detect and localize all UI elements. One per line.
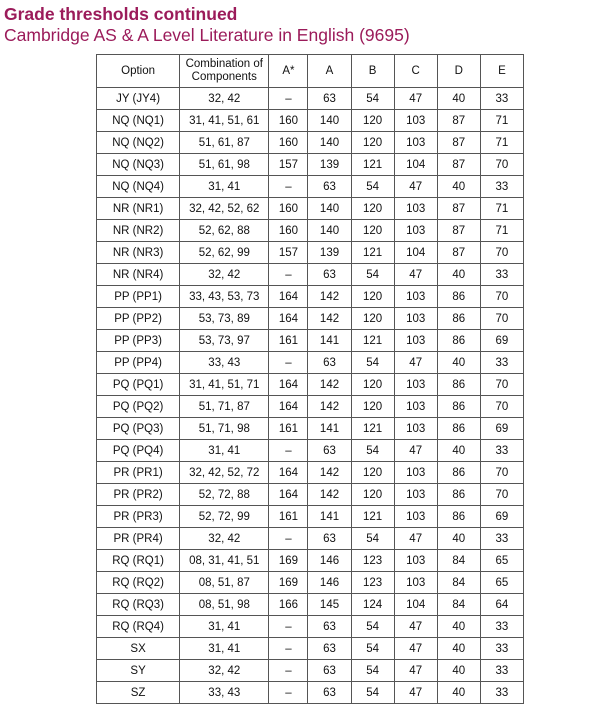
cell-a-star: – [269,616,308,638]
grade-thresholds-table [96,54,524,704]
cell-a-star: 164 [269,286,308,308]
cell-b: 54 [351,176,394,198]
column-header-b: B [351,55,394,88]
cell-a: 63 [308,682,351,704]
cell-e: 33 [480,440,523,462]
cell-combination: 52, 72, 99 [180,506,269,528]
cell-a: 140 [308,220,351,242]
cell-option: NR (NR4) [97,264,180,286]
cell-b: 120 [351,198,394,220]
cell-e: 70 [480,286,523,308]
cell-d: 87 [437,110,480,132]
table-row [97,660,524,682]
cell-d: 40 [437,352,480,374]
table-row [97,616,524,638]
cell-a: 141 [308,418,351,440]
cell-a: 142 [308,308,351,330]
cell-c: 103 [394,374,437,396]
cell-c: 103 [394,484,437,506]
cell-a: 63 [308,264,351,286]
column-header-a: A [308,55,351,88]
cell-e: 69 [480,418,523,440]
cell-e: 33 [480,528,523,550]
table-row [97,198,524,220]
cell-combination: 32, 42 [180,88,269,110]
table-row [97,264,524,286]
cell-c: 47 [394,352,437,374]
cell-b: 54 [351,264,394,286]
cell-b: 123 [351,572,394,594]
cell-combination: 53, 73, 97 [180,330,269,352]
cell-combination: 32, 42, 52, 72 [180,462,269,484]
cell-e: 33 [480,264,523,286]
cell-c: 47 [394,638,437,660]
table-row [97,594,524,616]
cell-option: PR (PR2) [97,484,180,506]
cell-e: 33 [480,176,523,198]
cell-c: 103 [394,286,437,308]
cell-combination: 32, 42 [180,528,269,550]
table-row [97,132,524,154]
table-row [97,220,524,242]
table-row [97,682,524,704]
cell-a: 63 [308,616,351,638]
cell-b: 120 [351,220,394,242]
cell-a-star: 164 [269,396,308,418]
cell-c: 103 [394,330,437,352]
table-row [97,352,524,374]
column-header-c: C [394,55,437,88]
cell-b: 120 [351,374,394,396]
cell-combination: 32, 42 [180,660,269,682]
cell-b: 54 [351,616,394,638]
cell-a-star: 161 [269,506,308,528]
cell-a-star: 164 [269,308,308,330]
cell-combination: 31, 41 [180,176,269,198]
cell-combination: 08, 31, 41, 51 [180,550,269,572]
cell-c: 47 [394,616,437,638]
cell-option: SY [97,660,180,682]
cell-a: 139 [308,242,351,264]
cell-option: NQ (NQ2) [97,132,180,154]
cell-e: 33 [480,616,523,638]
cell-e: 70 [480,308,523,330]
cell-c: 47 [394,660,437,682]
cell-e: 65 [480,550,523,572]
cell-a-star: 166 [269,594,308,616]
cell-b: 121 [351,418,394,440]
cell-a: 142 [308,374,351,396]
cell-e: 33 [480,88,523,110]
cell-a: 142 [308,286,351,308]
cell-a: 142 [308,396,351,418]
column-header-e: E [480,55,523,88]
table-row [97,110,524,132]
cell-e: 33 [480,352,523,374]
cell-a-star: 160 [269,110,308,132]
cell-e: 69 [480,506,523,528]
cell-option: PR (PR3) [97,506,180,528]
table-row [97,550,524,572]
cell-option: NR (NR3) [97,242,180,264]
cell-a-star: 161 [269,330,308,352]
cell-combination: 53, 73, 89 [180,308,269,330]
cell-a: 63 [308,638,351,660]
cell-d: 40 [437,616,480,638]
table-row [97,528,524,550]
cell-option: PP (PP1) [97,286,180,308]
table-row [97,308,524,330]
cell-b: 120 [351,396,394,418]
cell-a-star: 161 [269,418,308,440]
cell-d: 84 [437,594,480,616]
cell-d: 84 [437,550,480,572]
cell-c: 103 [394,220,437,242]
cell-option: PR (PR1) [97,462,180,484]
cell-d: 87 [437,132,480,154]
cell-option: NQ (NQ1) [97,110,180,132]
cell-option: PQ (PQ4) [97,440,180,462]
cell-d: 40 [437,176,480,198]
cell-a: 145 [308,594,351,616]
cell-d: 40 [437,528,480,550]
cell-d: 86 [437,330,480,352]
cell-e: 71 [480,198,523,220]
cell-d: 86 [437,286,480,308]
page-subtitle: Cambridge AS & A Level Literature in English (9695) [4,25,410,45]
cell-e: 71 [480,132,523,154]
cell-a-star: 160 [269,132,308,154]
table-row [97,154,524,176]
cell-option: NR (NR2) [97,220,180,242]
cell-d: 87 [437,242,480,264]
cell-option: PP (PP3) [97,330,180,352]
cell-b: 54 [351,528,394,550]
cell-combination: 32, 42 [180,264,269,286]
cell-b: 121 [351,154,394,176]
column-header-d: D [437,55,480,88]
cell-combination: 33, 43, 53, 73 [180,286,269,308]
cell-combination: 51, 71, 87 [180,396,269,418]
cell-option: PP (PP4) [97,352,180,374]
cell-c: 103 [394,572,437,594]
cell-combination: 08, 51, 98 [180,594,269,616]
cell-combination: 51, 61, 87 [180,132,269,154]
cell-a-star: – [269,660,308,682]
cell-b: 121 [351,242,394,264]
cell-c: 103 [394,198,437,220]
cell-a-star: 164 [269,374,308,396]
cell-c: 103 [394,418,437,440]
cell-a: 63 [308,660,351,682]
cell-e: 33 [480,638,523,660]
cell-a-star: 169 [269,572,308,594]
cell-a-star: – [269,352,308,374]
cell-a-star: – [269,638,308,660]
cell-e: 65 [480,572,523,594]
cell-combination: 33, 43 [180,352,269,374]
table-row [97,506,524,528]
cell-option: JY (JY4) [97,88,180,110]
cell-option: PQ (PQ3) [97,418,180,440]
table-row [97,286,524,308]
cell-a: 142 [308,484,351,506]
cell-a: 142 [308,462,351,484]
cell-b: 121 [351,506,394,528]
cell-b: 120 [351,286,394,308]
cell-b: 54 [351,352,394,374]
cell-option: PQ (PQ2) [97,396,180,418]
cell-e: 70 [480,154,523,176]
cell-d: 86 [437,396,480,418]
table-row [97,638,524,660]
cell-c: 47 [394,176,437,198]
cell-a-star: 157 [269,154,308,176]
cell-c: 104 [394,154,437,176]
cell-a-star: – [269,88,308,110]
cell-a: 140 [308,110,351,132]
cell-b: 120 [351,462,394,484]
cell-a-star: 164 [269,484,308,506]
cell-a: 63 [308,528,351,550]
cell-combination: 52, 62, 99 [180,242,269,264]
cell-option: RQ (RQ3) [97,594,180,616]
cell-a: 140 [308,132,351,154]
cell-option: RQ (RQ4) [97,616,180,638]
cell-option: NR (NR1) [97,198,180,220]
cell-combination: 31, 41, 51, 71 [180,374,269,396]
cell-d: 40 [437,440,480,462]
cell-a-star: – [269,440,308,462]
cell-a: 146 [308,550,351,572]
cell-b: 120 [351,308,394,330]
cell-combination: 51, 71, 98 [180,418,269,440]
cell-b: 121 [351,330,394,352]
cell-d: 87 [437,198,480,220]
table-row [97,484,524,506]
cell-a-star: 160 [269,220,308,242]
cell-a: 146 [308,572,351,594]
cell-a: 63 [308,440,351,462]
cell-a: 63 [308,352,351,374]
cell-combination: 33, 43 [180,682,269,704]
table-row [97,396,524,418]
cell-d: 84 [437,572,480,594]
cell-a-star: – [269,176,308,198]
table-row [97,572,524,594]
cell-a-star: – [269,264,308,286]
cell-b: 54 [351,660,394,682]
cell-d: 40 [437,88,480,110]
cell-b: 54 [351,638,394,660]
cell-e: 70 [480,374,523,396]
table-body [97,88,524,704]
cell-a: 141 [308,506,351,528]
table-row [97,88,524,110]
cell-d: 86 [437,462,480,484]
cell-option: SZ [97,682,180,704]
cell-c: 47 [394,682,437,704]
cell-a: 63 [308,88,351,110]
cell-b: 120 [351,110,394,132]
cell-e: 70 [480,396,523,418]
cell-combination: 32, 42, 52, 62 [180,198,269,220]
cell-combination: 31, 41 [180,616,269,638]
cell-d: 86 [437,484,480,506]
column-header-a-star: A* [269,55,308,88]
cell-combination: 52, 72, 88 [180,484,269,506]
cell-option: RQ (RQ2) [97,572,180,594]
table-row [97,242,524,264]
cell-e: 71 [480,110,523,132]
cell-a-star: 160 [269,198,308,220]
cell-b: 54 [351,440,394,462]
cell-d: 86 [437,418,480,440]
cell-e: 71 [480,220,523,242]
cell-a-star: – [269,682,308,704]
table-row [97,374,524,396]
cell-c: 47 [394,440,437,462]
cell-combination: 52, 62, 88 [180,220,269,242]
cell-b: 54 [351,88,394,110]
cell-e: 70 [480,242,523,264]
cell-c: 104 [394,242,437,264]
cell-a: 139 [308,154,351,176]
table-row [97,330,524,352]
cell-d: 87 [437,220,480,242]
cell-c: 103 [394,308,437,330]
cell-c: 103 [394,462,437,484]
cell-option: NQ (NQ3) [97,154,180,176]
cell-a-star: 157 [269,242,308,264]
cell-combination: 51, 61, 98 [180,154,269,176]
column-header-option: Option [97,55,180,88]
cell-combination: 08, 51, 87 [180,572,269,594]
cell-a-star: – [269,528,308,550]
cell-d: 40 [437,638,480,660]
cell-d: 86 [437,374,480,396]
cell-option: SX [97,638,180,660]
cell-e: 64 [480,594,523,616]
cell-d: 87 [437,154,480,176]
cell-e: 69 [480,330,523,352]
cell-combination: 31, 41 [180,440,269,462]
table-header-row [97,55,524,88]
cell-b: 124 [351,594,394,616]
cell-c: 103 [394,132,437,154]
cell-d: 86 [437,506,480,528]
cell-c: 47 [394,88,437,110]
column-header-combination: Combination of Components [180,55,269,88]
cell-combination: 31, 41, 51, 61 [180,110,269,132]
cell-c: 104 [394,594,437,616]
table-row [97,462,524,484]
cell-a: 63 [308,176,351,198]
cell-option: PR (PR4) [97,528,180,550]
cell-b: 120 [351,132,394,154]
cell-c: 103 [394,506,437,528]
table-row [97,440,524,462]
cell-combination: 31, 41 [180,638,269,660]
cell-c: 47 [394,264,437,286]
cell-option: NQ (NQ4) [97,176,180,198]
cell-option: PP (PP2) [97,308,180,330]
cell-c: 103 [394,110,437,132]
cell-e: 70 [480,462,523,484]
cell-d: 40 [437,264,480,286]
cell-option: RQ (RQ1) [97,550,180,572]
cell-a-star: 164 [269,462,308,484]
cell-a: 140 [308,198,351,220]
cell-c: 103 [394,550,437,572]
table-row [97,418,524,440]
cell-b: 123 [351,550,394,572]
cell-a-star: 169 [269,550,308,572]
cell-e: 33 [480,682,523,704]
cell-c: 103 [394,396,437,418]
cell-e: 70 [480,484,523,506]
cell-b: 120 [351,484,394,506]
cell-option: PQ (PQ1) [97,374,180,396]
cell-d: 40 [437,660,480,682]
cell-e: 33 [480,660,523,682]
cell-b: 54 [351,682,394,704]
page-title: Grade thresholds continued [4,4,238,24]
cell-d: 86 [437,308,480,330]
cell-c: 47 [394,528,437,550]
cell-a: 141 [308,330,351,352]
table-row [97,176,524,198]
cell-d: 40 [437,682,480,704]
